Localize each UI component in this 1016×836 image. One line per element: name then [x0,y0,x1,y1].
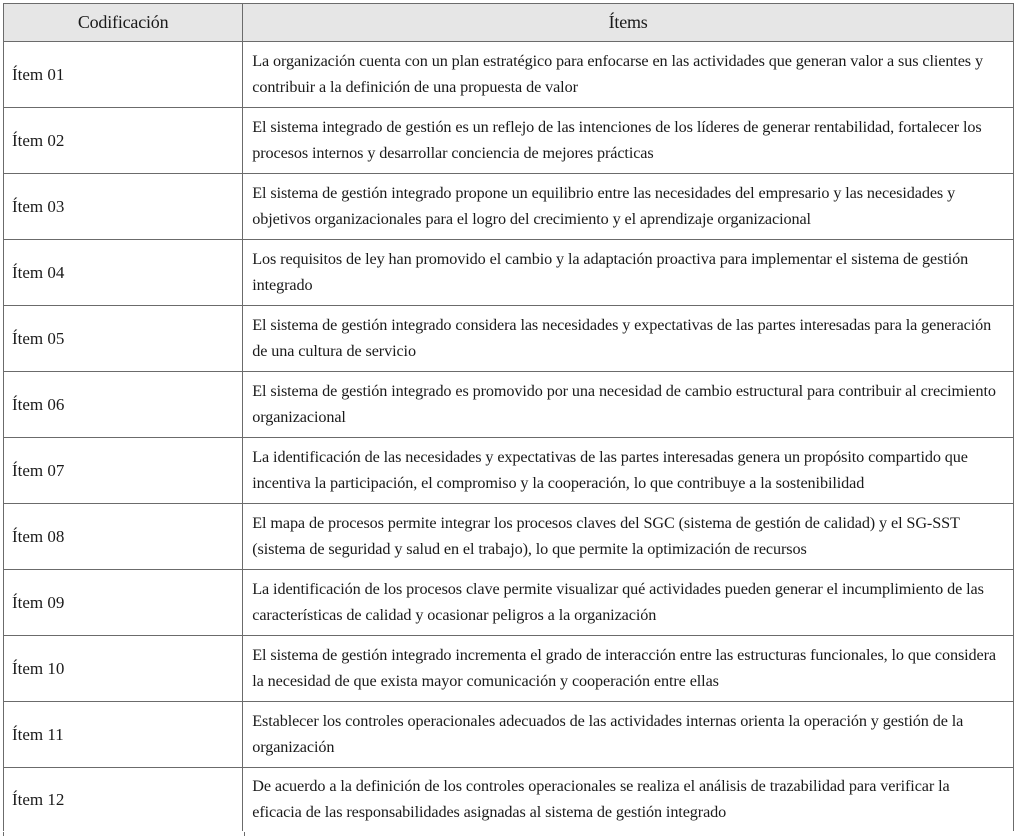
item-code: Ítem 07 [4,438,243,504]
item-code: Ítem 05 [4,306,243,372]
item-code: Ítem 02 [4,108,243,174]
item-text: De acuerdo a la definición de los controles operacionales se realiza el análisis de trazabilidad para verificar la eficacia de las responsabilidades asignadas al sistema de gestión integrado [243,768,1014,832]
item-code: Ítem 03 [4,174,243,240]
item-text: La identificación de las necesidades y expectativas de las partes interesadas genera un propósito compartido que incentiva la participación, el compromiso y la cooperación, lo que contribuye a la sostenibilidad [243,438,1014,504]
table-row [4,570,1014,636]
items-table [3,3,1014,831]
table-row [4,702,1014,768]
item-text: La organización cuenta con un plan estratégico para enfocarse en las actividades que generan valor a sus clientes y contribuir a la definición de una propuesta de valor [243,42,1014,108]
table-row [4,240,1014,306]
item-text: El mapa de procesos permite integrar los procesos claves del SGC (sistema de gestión de calidad) y el SG-SST (sistema de seguridad y salud en el trabajo), lo que permite la optimización de recursos [243,504,1014,570]
item-text: La identificación de los procesos clave permite visualizar qué actividades pueden generar el incumplimiento de las características de calidad y ocasionar peligros a la organización [243,570,1014,636]
item-text: El sistema de gestión integrado es promovido por una necesidad de cambio estructural para contribuir al crecimiento organizacional [243,372,1014,438]
item-text: El sistema integrado de gestión es un reflejo de las intenciones de los líderes de generar rentabilidad, fortalecer los procesos internos y desarrollar conciencia de mejores prácticas [243,108,1014,174]
item-code: Ítem 04 [4,240,243,306]
item-code: Ítem 10 [4,636,243,702]
header-items: Ítems [243,4,1014,42]
item-text: El sistema de gestión integrado incrementa el grado de interacción entre las estructuras funcionales, lo que considera la necesidad de que exista mayor comunicación y cooperación entre ellas [243,636,1014,702]
item-text: Establecer los controles operacionales adecuados de las actividades internas orienta la operación y gestión de la organización [243,702,1014,768]
header-row [4,4,1014,42]
table-continuation-edge [3,832,1014,836]
item-text: El sistema de gestión integrado considera las necesidades y expectativas de las partes interesadas para la generación de una cultura de servicio [243,306,1014,372]
table-row [4,372,1014,438]
item-code: Ítem 01 [4,42,243,108]
header-codificacion: Codificación [4,4,243,42]
table-row [4,108,1014,174]
table-row [4,636,1014,702]
item-code: Ítem 09 [4,570,243,636]
item-text: Los requisitos de ley han promovido el cambio y la adaptación proactiva para implementar el sistema de gestión integrado [243,240,1014,306]
table-row [4,174,1014,240]
table-row [4,438,1014,504]
table-row [4,42,1014,108]
table-row [4,504,1014,570]
table-row [4,306,1014,372]
table-row [4,768,1014,832]
item-code: Ítem 11 [4,702,243,768]
item-text: El sistema de gestión integrado propone un equilibrio entre las necesidades del empresario y las necesidades y objetivos organizacionales para el logro del crecimiento y el aprendizaje organizacional [243,174,1014,240]
item-code: Ítem 12 [4,768,243,832]
item-code: Ítem 06 [4,372,243,438]
item-code: Ítem 08 [4,504,243,570]
